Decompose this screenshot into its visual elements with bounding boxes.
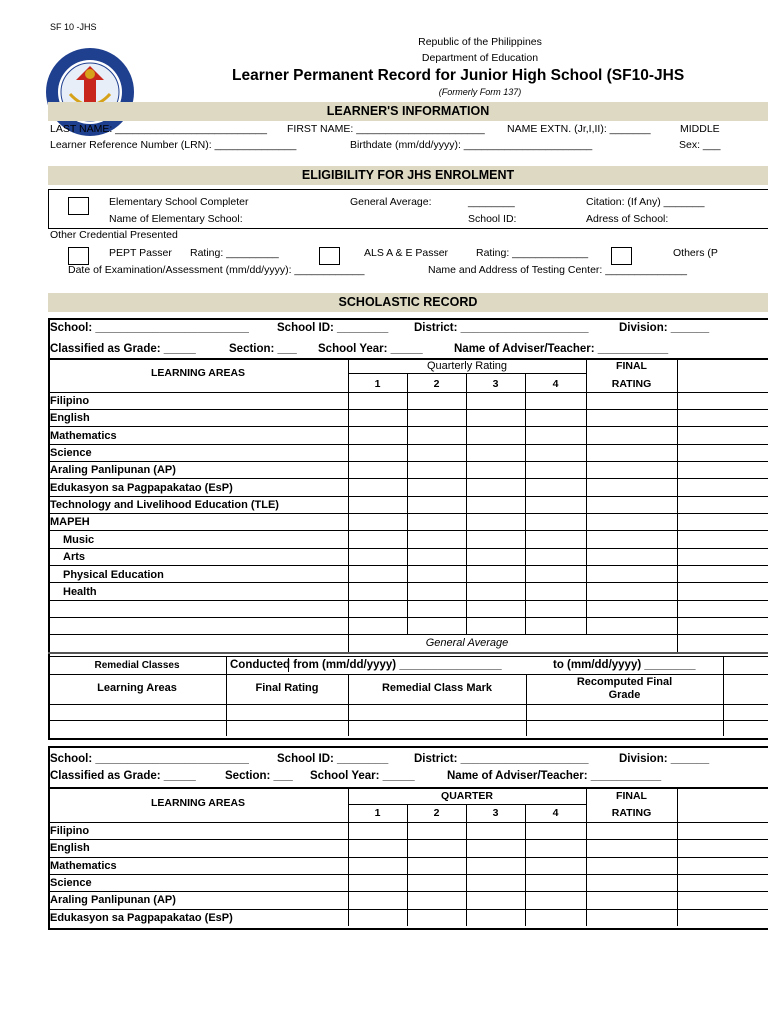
r1-general-average-label: General Average	[425, 637, 509, 649]
rem-recomputed-header-2: Grade	[608, 689, 641, 701]
r1-subject-arts: Arts	[63, 551, 86, 563]
r2-learning-areas-header: LEARNING AREAS	[150, 797, 246, 809]
eligibility-band: ELIGIBILITY FOR JHS ENROLMENT	[48, 166, 768, 185]
r1-subject-music: Music	[63, 534, 95, 546]
r1-q3-header: 3	[492, 378, 499, 390]
r1-division-field[interactable]: Division: ______	[619, 322, 710, 334]
r2-quarter-header: QUARTER	[441, 790, 493, 802]
department-text: Department of Education	[421, 52, 539, 64]
r1-quarterly-rating-header: Quarterly Rating	[426, 360, 508, 372]
r1-grade-field[interactable]: Classified as Grade: _____	[50, 343, 196, 355]
learner-info-band: LEARNER'S INFORMATION	[48, 102, 768, 121]
others-checkbox[interactable]	[611, 247, 632, 265]
remedial-conducted-from-field[interactable]: Conducted from (mm/dd/yyyy) ________________	[230, 659, 502, 671]
r2-rating-header: RATING	[611, 807, 652, 819]
r1-subject-science: Science	[50, 447, 92, 459]
elem-completer-label: Elementary School Completer	[109, 196, 249, 208]
page-title: Learner Permanent Record for Junior High School (SF10-JHS	[232, 67, 685, 84]
rem-class-mark-header: Remedial Class Mark	[381, 682, 493, 694]
last-name-field[interactable]: LAST NAME: __________________________	[50, 123, 267, 135]
r1-learning-areas-header: LEARNING AREAS	[150, 367, 246, 379]
exam-date-field[interactable]: Date of Examination/Assessment (mm/dd/yyyy): ____________	[68, 264, 365, 276]
als-label: ALS A & E Passer	[364, 247, 449, 259]
pept-label: PEPT Passer	[109, 247, 172, 259]
r2-district-field[interactable]: District: ____________________	[414, 753, 589, 765]
r1-school-field[interactable]: School: ________________________	[50, 322, 249, 334]
formerly-text: (Formerly Form 137)	[438, 87, 522, 97]
r2-subject-science: Science	[50, 877, 92, 889]
pept-rating-field[interactable]: Rating: _________	[190, 247, 279, 259]
r1-q4-header: 4	[552, 378, 559, 390]
als-checkbox[interactable]	[319, 247, 340, 265]
r2-school-year-field[interactable]: School Year: _____	[310, 770, 415, 782]
r1-q1-header: 1	[374, 378, 381, 390]
form-code: SF 10 -JHS	[50, 22, 97, 32]
r2-q3-header: 3	[492, 807, 499, 819]
r1-subject-tle: Technology and Livelihood Education (TLE)	[50, 499, 279, 511]
r2-q2-header: 2	[433, 807, 440, 819]
r1-subject-filipino: Filipino	[50, 395, 90, 407]
testing-center-field[interactable]: Name and Address of Testing Center: ______________	[428, 264, 687, 276]
remedial-classes-label: Remedial Classes	[94, 660, 180, 671]
sex-field[interactable]: Sex: ___	[679, 139, 721, 151]
r1-subject-ap: Araling Panlipunan (AP)	[50, 464, 176, 476]
birthdate-field[interactable]: Birthdate (mm/dd/yyyy): ______________________	[350, 139, 593, 151]
r1-district-field[interactable]: District: ____________________	[414, 322, 589, 334]
r1-subject-pe: Physical Education	[63, 569, 164, 581]
elem-school-id-label: School ID:	[468, 213, 517, 225]
r1-subject-mapeh: MAPEH	[50, 516, 90, 528]
rem-final-rating-header: Final Rating	[255, 682, 319, 694]
middle-name-label: MIDDLE	[680, 123, 720, 135]
general-average-field[interactable]: ________	[468, 196, 515, 208]
citation-field[interactable]: Citation: (If Any) _______	[586, 196, 705, 208]
scholastic-band: SCHOLASTIC RECORD	[48, 293, 768, 312]
first-name-field[interactable]: FIRST NAME: ______________________	[287, 123, 485, 135]
r1-subject-esp: Edukasyon sa Pagpapakatao (EsP)	[50, 482, 233, 494]
r2-final-header: FINAL	[616, 790, 647, 802]
r1-q2-header: 2	[433, 378, 440, 390]
r2-q4-header: 4	[552, 807, 559, 819]
general-average-label: General Average:	[350, 196, 432, 208]
r2-subject-mathematics: Mathematics	[50, 860, 117, 872]
r1-school-year-field[interactable]: School Year: _____	[318, 343, 423, 355]
r1-subject-mathematics: Mathematics	[50, 430, 117, 442]
rem-recomputed-header-1: Recomputed Final	[576, 676, 673, 688]
r2-subject-filipino: Filipino	[50, 825, 90, 837]
r2-school-id-field[interactable]: School ID: ________	[277, 753, 389, 765]
r2-division-field[interactable]: Division: ______	[619, 753, 710, 765]
r1-final-header: FINAL	[616, 360, 647, 372]
republic-text: Republic of the Philippines	[418, 36, 542, 48]
name-extn-field[interactable]: NAME EXTN. (Jr,I,II): _______	[507, 123, 651, 135]
r2-adviser-field[interactable]: Name of Adviser/Teacher: ___________	[447, 770, 662, 782]
other-credential-label: Other Credential Presented	[50, 229, 178, 241]
r1-section-field[interactable]: Section: ___	[229, 343, 297, 355]
elem-school-name-label: Name of Elementary School:	[109, 213, 243, 225]
r2-subject-esp: Edukasyon sa Pagpapakatao (EsP)	[50, 912, 233, 924]
r1-adviser-field[interactable]: Name of Adviser/Teacher: ___________	[454, 343, 669, 355]
remedial-to-field[interactable]: to (mm/dd/yyyy) ________	[553, 659, 696, 671]
r2-subject-ap: Araling Panlipunan (AP)	[50, 894, 176, 906]
r1-subject-health: Health	[63, 586, 97, 598]
r1-subject-english: English	[50, 412, 90, 424]
r2-subject-english: English	[50, 842, 90, 854]
r2-section-field[interactable]: Section: ___	[225, 770, 293, 782]
others-label: Others (P	[673, 247, 718, 259]
pept-checkbox[interactable]	[68, 247, 89, 265]
r1-school-id-field[interactable]: School ID: ________	[277, 322, 389, 334]
r1-rating-header: RATING	[611, 378, 652, 390]
lrn-field[interactable]: Learner Reference Number (LRN): ______________	[50, 139, 297, 151]
rem-learning-areas-header: Learning Areas	[97, 682, 177, 694]
elem-school-address-label: Adress of School:	[586, 213, 669, 225]
r2-school-field[interactable]: School: ________________________	[50, 753, 249, 765]
als-rating-field[interactable]: Rating: _____________	[476, 247, 589, 259]
r2-grade-field[interactable]: Classified as Grade: _____	[50, 770, 196, 782]
elementary-completer-checkbox[interactable]	[68, 197, 89, 215]
r2-q1-header: 1	[374, 807, 381, 819]
